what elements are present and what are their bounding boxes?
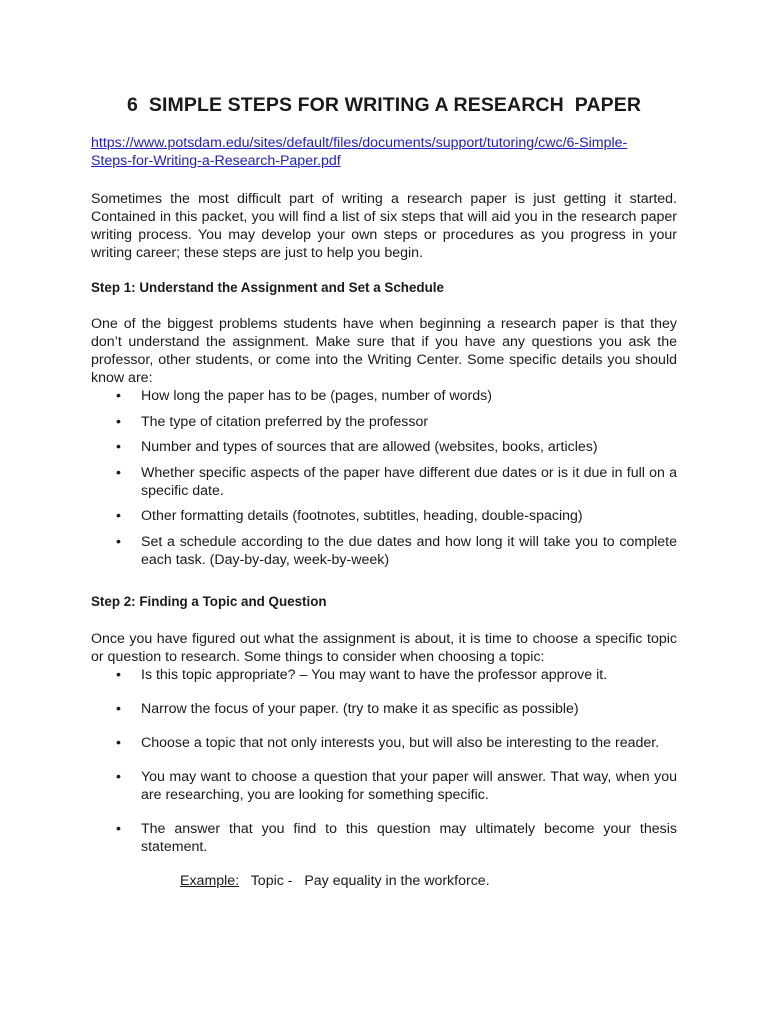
step2-bullet-list [91,666,677,856]
step2-heading: Step 2: Finding a Topic and Question [91,593,327,609]
document-page [91,92,677,890]
list-item [91,820,677,856]
step1-paragraph: One of the biggest problems students have when beginning a research paper is that they don’t understand the assignment. Make sure that if you have any questions you ask the professor, other students, or come into the Writing Center. Some specific details you should know are: [91,316,677,386]
document-title: 6 SIMPLE STEPS FOR WRITING A RESEARCH PAPER [126,94,642,116]
list-item-text: How long the paper has to be (pages, number of words) [141,388,492,404]
bullet-icon: • [116,768,121,785]
list-item [91,413,677,431]
source-link-line-2: Steps-for-Writing-a-Research-Paper.pdf [91,153,341,169]
list-item-text: Choose a topic that not only interests you, but will also be interesting to the reader. [141,734,660,751]
step1-heading: Step 1: Understand the Assignment and Set a Schedule [91,280,444,295]
bullet-icon: • [116,820,121,837]
bullet-icon: • [116,508,121,524]
bullet-icon: • [116,413,121,430]
step1-bullet-list [91,387,677,569]
bullet-icon: • [116,533,121,550]
list-item-text: The type of citation preferred by the professor [141,413,429,430]
source-link[interactable] [91,134,677,170]
list-item [91,533,677,569]
list-item [91,507,677,525]
list-item [91,387,677,405]
example-text: Topic - Pay equality in the workforce. [239,872,490,889]
example-line [91,872,677,890]
list-item [91,464,677,500]
list-item [91,768,677,804]
bullet-icon: • [116,439,121,455]
list-item-text: The answer that you find to this question may ultimately become your thesis statement. [141,820,677,855]
list-item-text: Whether specific aspects of the paper have different due dates or is it due in full on a specific date. [141,464,677,499]
list-item-text: Number and types of sources that are allowed (websites, books, articles) [141,439,598,455]
bullet-icon: • [116,666,121,683]
list-item [91,734,677,752]
list-item-text: You may want to choose a question that your paper will answer. That way, when you are researching, you are looking for something specific. [141,768,677,803]
list-item [91,700,677,718]
bullet-icon: • [116,388,121,404]
example-label: Example: [180,872,240,889]
list-item [91,438,677,456]
bullet-icon: • [116,734,121,751]
bullet-icon: • [116,464,121,481]
intro-paragraph: Sometimes the most difficult part of writing a research paper is just getting it started. Contained in this packet, you will find a list of six steps that will aid you in the research paper writing process. You may develop your own steps or procedures as you progress in your writing career; these steps are just to help you begin. [91,191,677,261]
list-item-text: Is this topic appropriate? – You may want to have the professor approve it. [141,666,608,683]
source-link-line-1: https://www.potsdam.edu/sites/default/files/documents/support/tutoring/cwc/6-Simple- [91,135,628,151]
list-item-text: Narrow the focus of your paper. (try to make it as specific as possible) [141,700,579,717]
list-item-text: Other formatting details (footnotes, subtitles, heading, double-spacing) [141,508,583,524]
list-item [91,666,677,684]
list-item-text: Set a schedule according to the due dates and how long it will take you to complete each task. (Day-by-day, week-by-week) [141,533,677,568]
step2-paragraph: Once you have figured out what the assignment is about, it is time to choose a specific topic or question to research. Some things to consider when choosing a topic: [91,630,677,665]
bullet-icon: • [116,700,121,717]
